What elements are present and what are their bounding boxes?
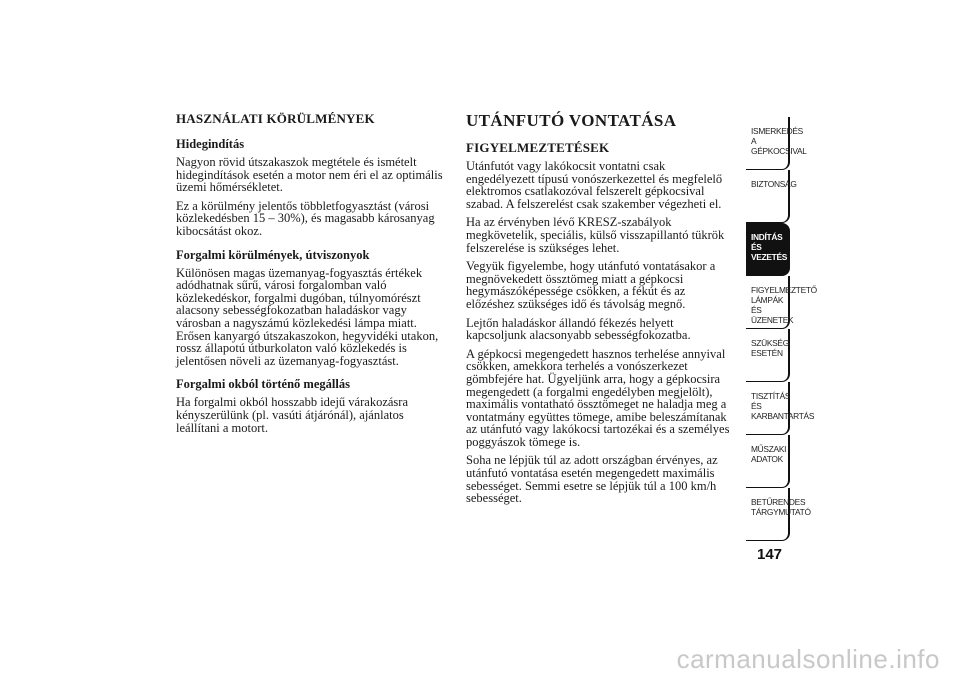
watermark: carmanualsonline.info: [676, 644, 940, 674]
tab-label: INDÍTÁS ÉS VEZETÉS: [751, 232, 788, 262]
left-column: [176, 111, 444, 440]
subheading-traffic: Forgalmi körülmények, útviszonyok: [176, 247, 370, 262]
paragraph: Ha az érvényben lévő KRESZ-szabályok megkövetelik, speciális, külső visszapillantó tükrök felszerelése is szükséges lehet.: [466, 215, 725, 255]
paragraph: Ez a körülmény jelentős többletfogyasztást (városi közlekedésben 15 – 30%), és magasabb károsanyag kibocsátást okoz.: [176, 198, 435, 238]
chapter-tabs: [746, 117, 817, 541]
tab-label: BETŰRENDES TÁRGYMUTATÓ: [751, 497, 811, 517]
tab-emergency[interactable]: [746, 329, 790, 382]
paragraph: Vegyük figyelembe, hogy utánfutó vontatásakor a megnövekedett össztömeg miatt a gépkocsi hegymászóképessége csökken, a fékút és az előzéshez szükséges idő és távolság megnő.: [466, 259, 716, 311]
paragraph: Nagyon rövid útszakaszok megtétele és ismételt hidegindítások esetén a motor nem éri el az optimális üzemi hőmérsékletet.: [176, 155, 443, 195]
tab-starting-driving[interactable]: [746, 223, 790, 276]
paragraph: A gépkocsi megengedett hasznos terhelése annyival csökken, amekkora terhelés a vonószerkezet gömbfejére hat. Ügyeljünk arra, hogy a gépkocsira megengedett (a forgalmi engedélyben megjelölt), maximális vontatható össztömeget ne haladja meg a vontatmány együttes tömege, amibe beleszámítanak az utánfutó vagy lakókocsi tartozékai és a személyes poggyászok tömege is.: [466, 346, 730, 449]
tab-label: ISMERKEDÉS A GÉPKOCSIVAL: [751, 126, 807, 156]
tab-technical-data[interactable]: [746, 435, 790, 488]
paragraph: Lejtőn haladáskor állandó fékezés helyett kapcsoljunk alacsonyabb sebességfokozatba.: [466, 315, 691, 343]
tab-safety[interactable]: [746, 170, 797, 223]
page-number: 147: [757, 546, 783, 563]
tab-label: BIZTONSÁG: [751, 179, 797, 189]
subheading-stopping: Forgalmi okból történő megállás: [176, 377, 350, 392]
tab-index[interactable]: [746, 488, 811, 541]
section-heading-warnings: FIGYELMEZTETÉSEK: [466, 140, 610, 155]
subheading-cold-start: Hidegindítás: [176, 137, 245, 151]
paragraph: Soha ne lépjük túl az adott országban érvényes, az utánfutó vontatása esetén megengedett maximális sebességet. Semmi esetre se lépjük túl a 100 km/h sebességet.: [466, 453, 718, 506]
tab-maintenance[interactable]: [746, 382, 815, 435]
tab-warning-lights[interactable]: [746, 276, 817, 329]
page-title: UTÁNFUTÓ VONTATÁSA: [466, 111, 677, 130]
paragraph: Ha forgalmi okból hosszabb idejű várakozásra kényszerülünk (pl. vasúti átjárónál), ajánlatos leállítani a motort.: [176, 395, 408, 435]
tab-label: TISZTÍTÁS ÉS KARBANTARTÁS: [751, 391, 815, 421]
tab-label: MŰSZAKI ADATOK: [751, 444, 787, 464]
paragraph: Utánfutót vagy lakókocsit vontatni csak engedélyezett típusú vonószerkezettel és megfelelő elektromos csatlakozóval felszerelt gépkocsival szabad. A felszerelést csak szakember végezheti el.: [466, 159, 723, 211]
right-column: [466, 111, 736, 511]
tab-label: FIGYELMEZTETŐ LÁMPÁK ÉS ÜZENETEK: [751, 285, 817, 325]
section-heading-usage: HASZNÁLATI KÖRÜLMÉNYEK: [176, 111, 375, 126]
paragraph: Különösen magas üzemanyag-fogyasztás értékek adódhatnak sűrű, városi forgalomban való közlekedéskor, forgalmi dugóban, túlnyomórészt alacsony sebességfokozatban haladáskor vagy városban a nagyszámú közlekedési lámpa miatt. Erősen kanyargó útszakaszokon, hegyvidéki utakon, rossz állapotú útburkolaton való közlekedés is jelentősen növeli az üzemanyag-fogyasztást.: [176, 265, 439, 368]
tab-getting-to-know[interactable]: [746, 117, 807, 170]
tab-label: SZÜKSÉG ESETÉN: [751, 338, 789, 358]
